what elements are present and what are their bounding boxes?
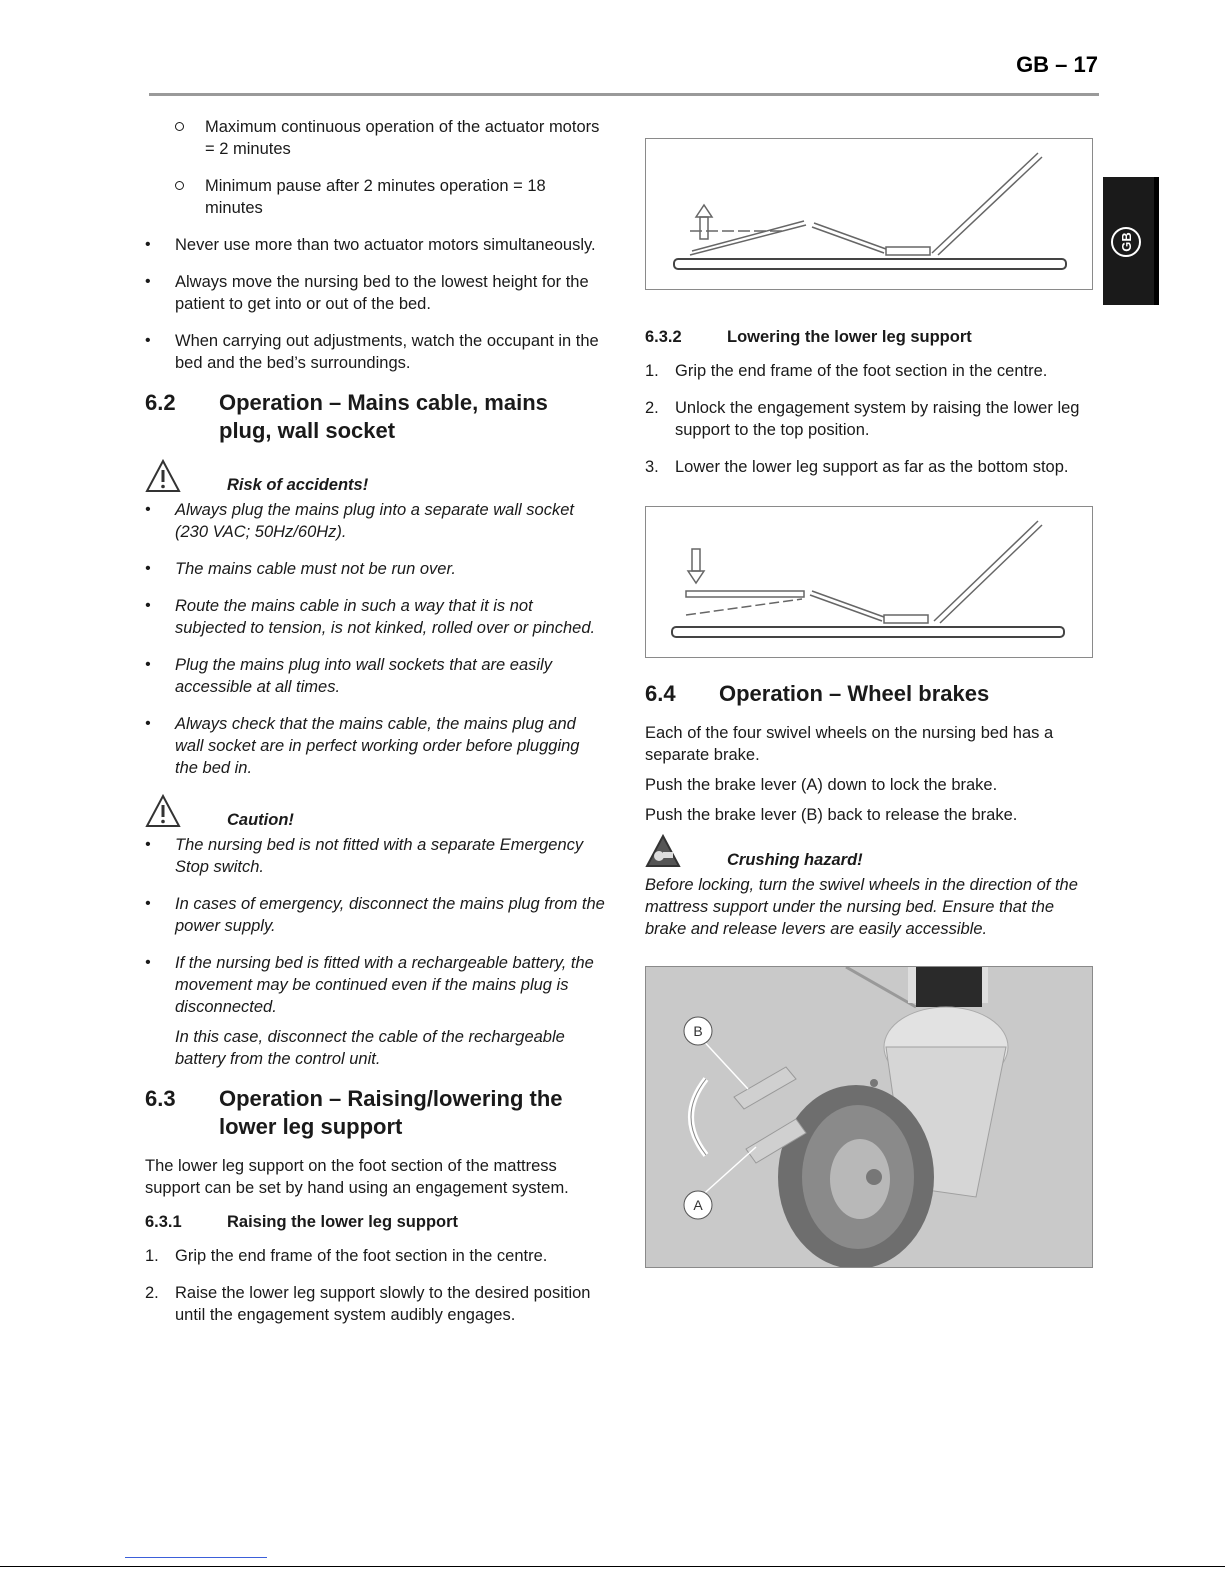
circle-bullet-icon <box>175 122 184 131</box>
page-number: GB – 17 <box>1016 52 1098 77</box>
left-column <box>145 116 605 1341</box>
paragraph: Push the brake lever (A) down to lock the brake. <box>645 776 998 794</box>
header-rule <box>149 93 1099 96</box>
list-item <box>145 893 605 937</box>
list-item-text: Never use more than two actuator motors simultaneously. <box>175 236 596 254</box>
sub-list-item-text: Minimum pause after 2 minutes operation = 18 minutes <box>205 177 546 217</box>
warning-triangle-icon <box>145 459 181 493</box>
label-b: B <box>693 1023 703 1039</box>
warning-title: Caution! <box>227 811 294 829</box>
list-item <box>145 271 605 315</box>
bullet-icon: • <box>145 954 151 971</box>
step-number: 2. <box>645 399 659 417</box>
numbered-step <box>645 360 1095 382</box>
list-item-text: In cases of emergency, disconnect the mains plug from the power supply. <box>175 895 605 935</box>
footer-rule <box>0 1566 1225 1567</box>
paragraph: Before locking, turn the swivel wheels in the direction of the mattress support under the nursing bed. Ensure that the brake and release levers are easily accessible. <box>645 876 1078 938</box>
warning-crushing-hazard <box>645 834 1095 874</box>
section-number: 6.2 <box>145 390 176 415</box>
bullet-icon: • <box>145 501 151 518</box>
list-item-note <box>145 1026 605 1070</box>
bullet-icon: • <box>145 236 151 253</box>
bed-lower-diagram <box>645 506 1093 658</box>
bullet-icon: • <box>145 597 151 614</box>
paragraph: Push the brake lever (B) back to release the brake. <box>645 806 1018 824</box>
list-item <box>145 330 605 374</box>
sub-list-item-text: Maximum continuous operation of the actuator motors = 2 minutes <box>205 118 600 158</box>
subsection-title: Raising the lower leg support <box>227 1213 459 1231</box>
bed-lower-illustration <box>646 507 1092 657</box>
sub-list-item <box>145 175 605 219</box>
list-item <box>145 595 605 639</box>
list-item <box>145 499 605 543</box>
subsection-number: 6.3.2 <box>645 328 682 346</box>
right-column <box>645 138 1095 1268</box>
list-item-text: If the nursing bed is fitted with a rechargeable battery, the movement may be continued even if the mains plug is disconnected. <box>175 954 594 1016</box>
subsection-heading-6-3-1 <box>145 1211 605 1233</box>
bullet-icon: • <box>145 715 151 732</box>
section-title: Operation – Raising/lowering the lower leg support <box>219 1086 563 1139</box>
list-item-text: Always plug the mains plug into a separate wall socket (230 VAC; 50Hz/60Hz). <box>175 501 574 541</box>
bed-raise-illustration <box>646 139 1092 289</box>
paragraph: Each of the four swivel wheels on the nursing bed has a separate brake. <box>645 724 1054 764</box>
language-tab-stripe <box>1154 177 1159 305</box>
bullet-icon: • <box>145 273 151 290</box>
list-item <box>145 234 605 256</box>
section-heading-6-4 <box>645 680 1095 708</box>
section-number: 6.4 <box>645 681 676 706</box>
step-number: 3. <box>645 458 659 476</box>
step-text: Grip the end frame of the foot section in the centre. <box>675 362 1048 380</box>
list-item <box>145 558 605 580</box>
section-heading-6-3 <box>145 1085 605 1141</box>
list-item-text: The nursing bed is not fitted with a separate Emergency Stop switch. <box>175 836 584 876</box>
list-item-text: Route the mains cable in such a way that it is not subjected to tension, is not kinked, rolled over or pinched. <box>175 597 596 637</box>
paragraph: The lower leg support on the foot section of the mattress support can be set by hand using an engagement system. <box>145 1157 569 1197</box>
numbered-step <box>145 1245 605 1267</box>
list-item <box>145 952 605 1018</box>
numbered-step <box>645 397 1095 441</box>
language-tab <box>1103 177 1159 305</box>
subsection-number: 6.3.1 <box>145 1213 182 1231</box>
list-item-text: Plug the mains plug into wall sockets that are easily accessible at all times. <box>175 656 552 696</box>
list-item-text: Always check that the mains cable, the mains plug and wall socket are in perfect working order before plugging the bed in. <box>175 715 580 777</box>
subsection-title: Lowering the lower leg support <box>727 328 972 346</box>
bullet-icon: • <box>145 560 151 577</box>
step-number: 2. <box>145 1284 159 1302</box>
step-text: Grip the end frame of the foot section in the centre. <box>175 1247 548 1265</box>
section-title: Operation – Mains cable, mains plug, wall socket <box>219 390 548 443</box>
list-item <box>145 713 605 779</box>
language-badge: GB <box>1111 227 1141 257</box>
bullet-icon: • <box>145 895 151 912</box>
footer-link-underline <box>125 1557 267 1558</box>
section-title: Operation – Wheel brakes <box>719 681 990 706</box>
list-item-text: When carrying out adjustments, watch the occupant in the bed and the bed’s surroundings. <box>175 332 599 372</box>
bullet-icon: • <box>145 656 151 673</box>
warning-caution <box>145 794 605 834</box>
list-item-note-text: In this case, disconnect the cable of the rechargeable battery from the control unit. <box>175 1028 565 1068</box>
warning-title: Risk of accidents! <box>227 476 369 494</box>
numbered-step <box>145 1282 605 1326</box>
list-item-text: Always move the nursing bed to the lowest height for the patient to get into or out of the bed. <box>175 273 589 313</box>
circle-bullet-icon <box>175 181 184 190</box>
bed-raise-diagram <box>645 138 1093 290</box>
wheel-brake-photo <box>645 966 1093 1268</box>
step-text: Unlock the engagement system by raising the lower leg support to the top position. <box>675 399 1080 439</box>
wheel-brake-illustration <box>646 967 1092 1267</box>
bullet-icon: • <box>145 332 151 349</box>
label-a: A <box>693 1197 703 1213</box>
list-item <box>145 834 605 878</box>
step-text: Lower the lower leg support as far as the bottom stop. <box>675 458 1069 476</box>
subsection-heading-6-3-2 <box>645 326 1095 348</box>
section-number: 6.3 <box>145 1086 176 1111</box>
bullet-icon: • <box>145 836 151 853</box>
step-text: Raise the lower leg support slowly to the desired position until the engagement system audibly engages. <box>175 1284 591 1324</box>
warning-risk-of-accidents <box>145 459 605 499</box>
warning-triangle-icon <box>145 794 181 828</box>
list-item <box>145 654 605 698</box>
section-heading-6-2 <box>145 389 605 445</box>
crushing-hazard-icon <box>645 834 681 868</box>
list-item-text: The mains cable must not be run over. <box>175 560 456 578</box>
numbered-step <box>645 456 1095 478</box>
warning-title: Crushing hazard! <box>727 851 863 869</box>
sub-list-item <box>145 116 605 160</box>
step-number: 1. <box>645 362 659 380</box>
step-number: 1. <box>145 1247 159 1265</box>
